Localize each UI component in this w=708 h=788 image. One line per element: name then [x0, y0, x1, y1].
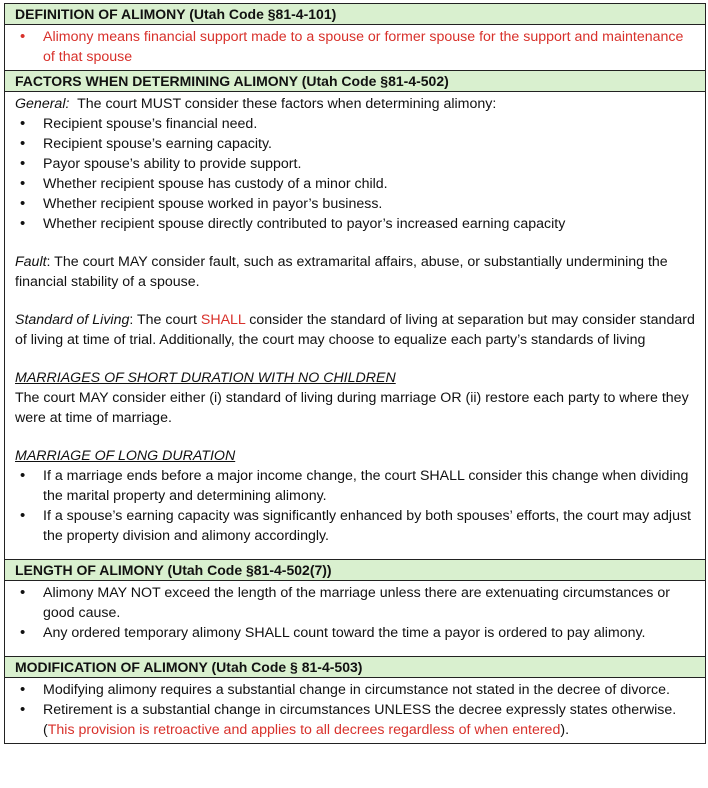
modification-item-retirement [15, 700, 697, 740]
retroactive-note: This provision is retroactive and applies to all decrees regardless of when entered [47, 722, 561, 738]
factor-item: • Recipient spouse’s earning capacity. [15, 134, 697, 154]
general-text: The court MUST consider these factors when determining alimony: [77, 96, 497, 112]
standard-of-living-paragraph [15, 310, 697, 350]
factors-section [5, 92, 705, 560]
long-duration-item: • If a spouse’s earning capacity was significantly enhanced by both spouses’ efforts, the court may adjust the property division and alimony accordingly. [15, 506, 697, 546]
factor-item: • Recipient spouse’s financial need. [15, 114, 697, 134]
sol-label: Standard of Living [15, 312, 130, 328]
factors-list [15, 114, 697, 234]
fault-text: : The court MAY consider fault, such as extramarital affairs, abuse, or substantially undermining the financial stability of a spouse. [15, 254, 668, 290]
general-paragraph [15, 94, 697, 114]
factor-item: • Whether recipient spouse has custody of a minor child. [15, 174, 697, 194]
fault-paragraph [15, 252, 697, 292]
alimony-summary-table [4, 3, 706, 744]
factor-item: • Whether recipient spouse worked in payor’s business. [15, 194, 697, 214]
modification-header: MODIFICATION OF ALIMONY (Utah Code § 81-4-503) [5, 657, 705, 678]
long-duration-heading: MARRIAGE OF LONG DURATION [15, 448, 236, 464]
modification-section [5, 678, 705, 743]
retirement-pre: Retirement is a substantial change in circumstances UNLESS the decree expressly states otherwise. ( [43, 702, 677, 738]
short-duration-heading: MARRIAGES OF SHORT DURATION WITH NO CHILDREN [15, 370, 396, 386]
short-duration-text: The court MAY consider either (i) standard of living during marriage OR (ii) restore each party to where they were at time of marriage. [15, 390, 689, 426]
fault-label: Fault [15, 254, 47, 270]
sol-post: consider the standard of living at separation but may consider standard of living at time of trial. Additionally, the court may choose to equalize each party’s standards of living [15, 312, 695, 348]
sol-shall: SHALL [200, 312, 246, 328]
factors-header: FACTORS WHEN DETERMINING ALIMONY (Utah Code §81-4-502) [5, 71, 705, 92]
general-label: General: [15, 96, 70, 112]
length-item: • Any ordered temporary alimony SHALL count toward the time a payor is ordered to pay alimony. [15, 623, 697, 643]
factor-item: • Whether recipient spouse directly contributed to payor’s increased earning capacity [15, 214, 697, 234]
long-duration-list [15, 466, 697, 546]
modification-item: • Modifying alimony requires a substantial change in circumstance not stated in the decree of divorce. [15, 680, 697, 700]
factor-item: • Payor spouse’s ability to provide support. [15, 154, 697, 174]
length-section [5, 581, 705, 657]
definition-bullet: • Alimony means financial support made to a spouse or former spouse for the support and maintenance of that spouse [15, 27, 697, 67]
retirement-post: ). [560, 722, 570, 738]
definition-section [5, 25, 705, 71]
sol-pre: : The court [129, 312, 201, 328]
length-item: • Alimony MAY NOT exceed the length of the marriage unless there are extenuating circumstances or good cause. [15, 583, 697, 623]
length-header: LENGTH OF ALIMONY (Utah Code §81-4-502(7)) [5, 560, 705, 581]
definition-header: DEFINITION OF ALIMONY (Utah Code §81-4-101) [5, 4, 705, 25]
long-duration-item: • If a marriage ends before a major income change, the court SHALL consider this change when dividing the marital property and determining alimony. [15, 466, 697, 506]
